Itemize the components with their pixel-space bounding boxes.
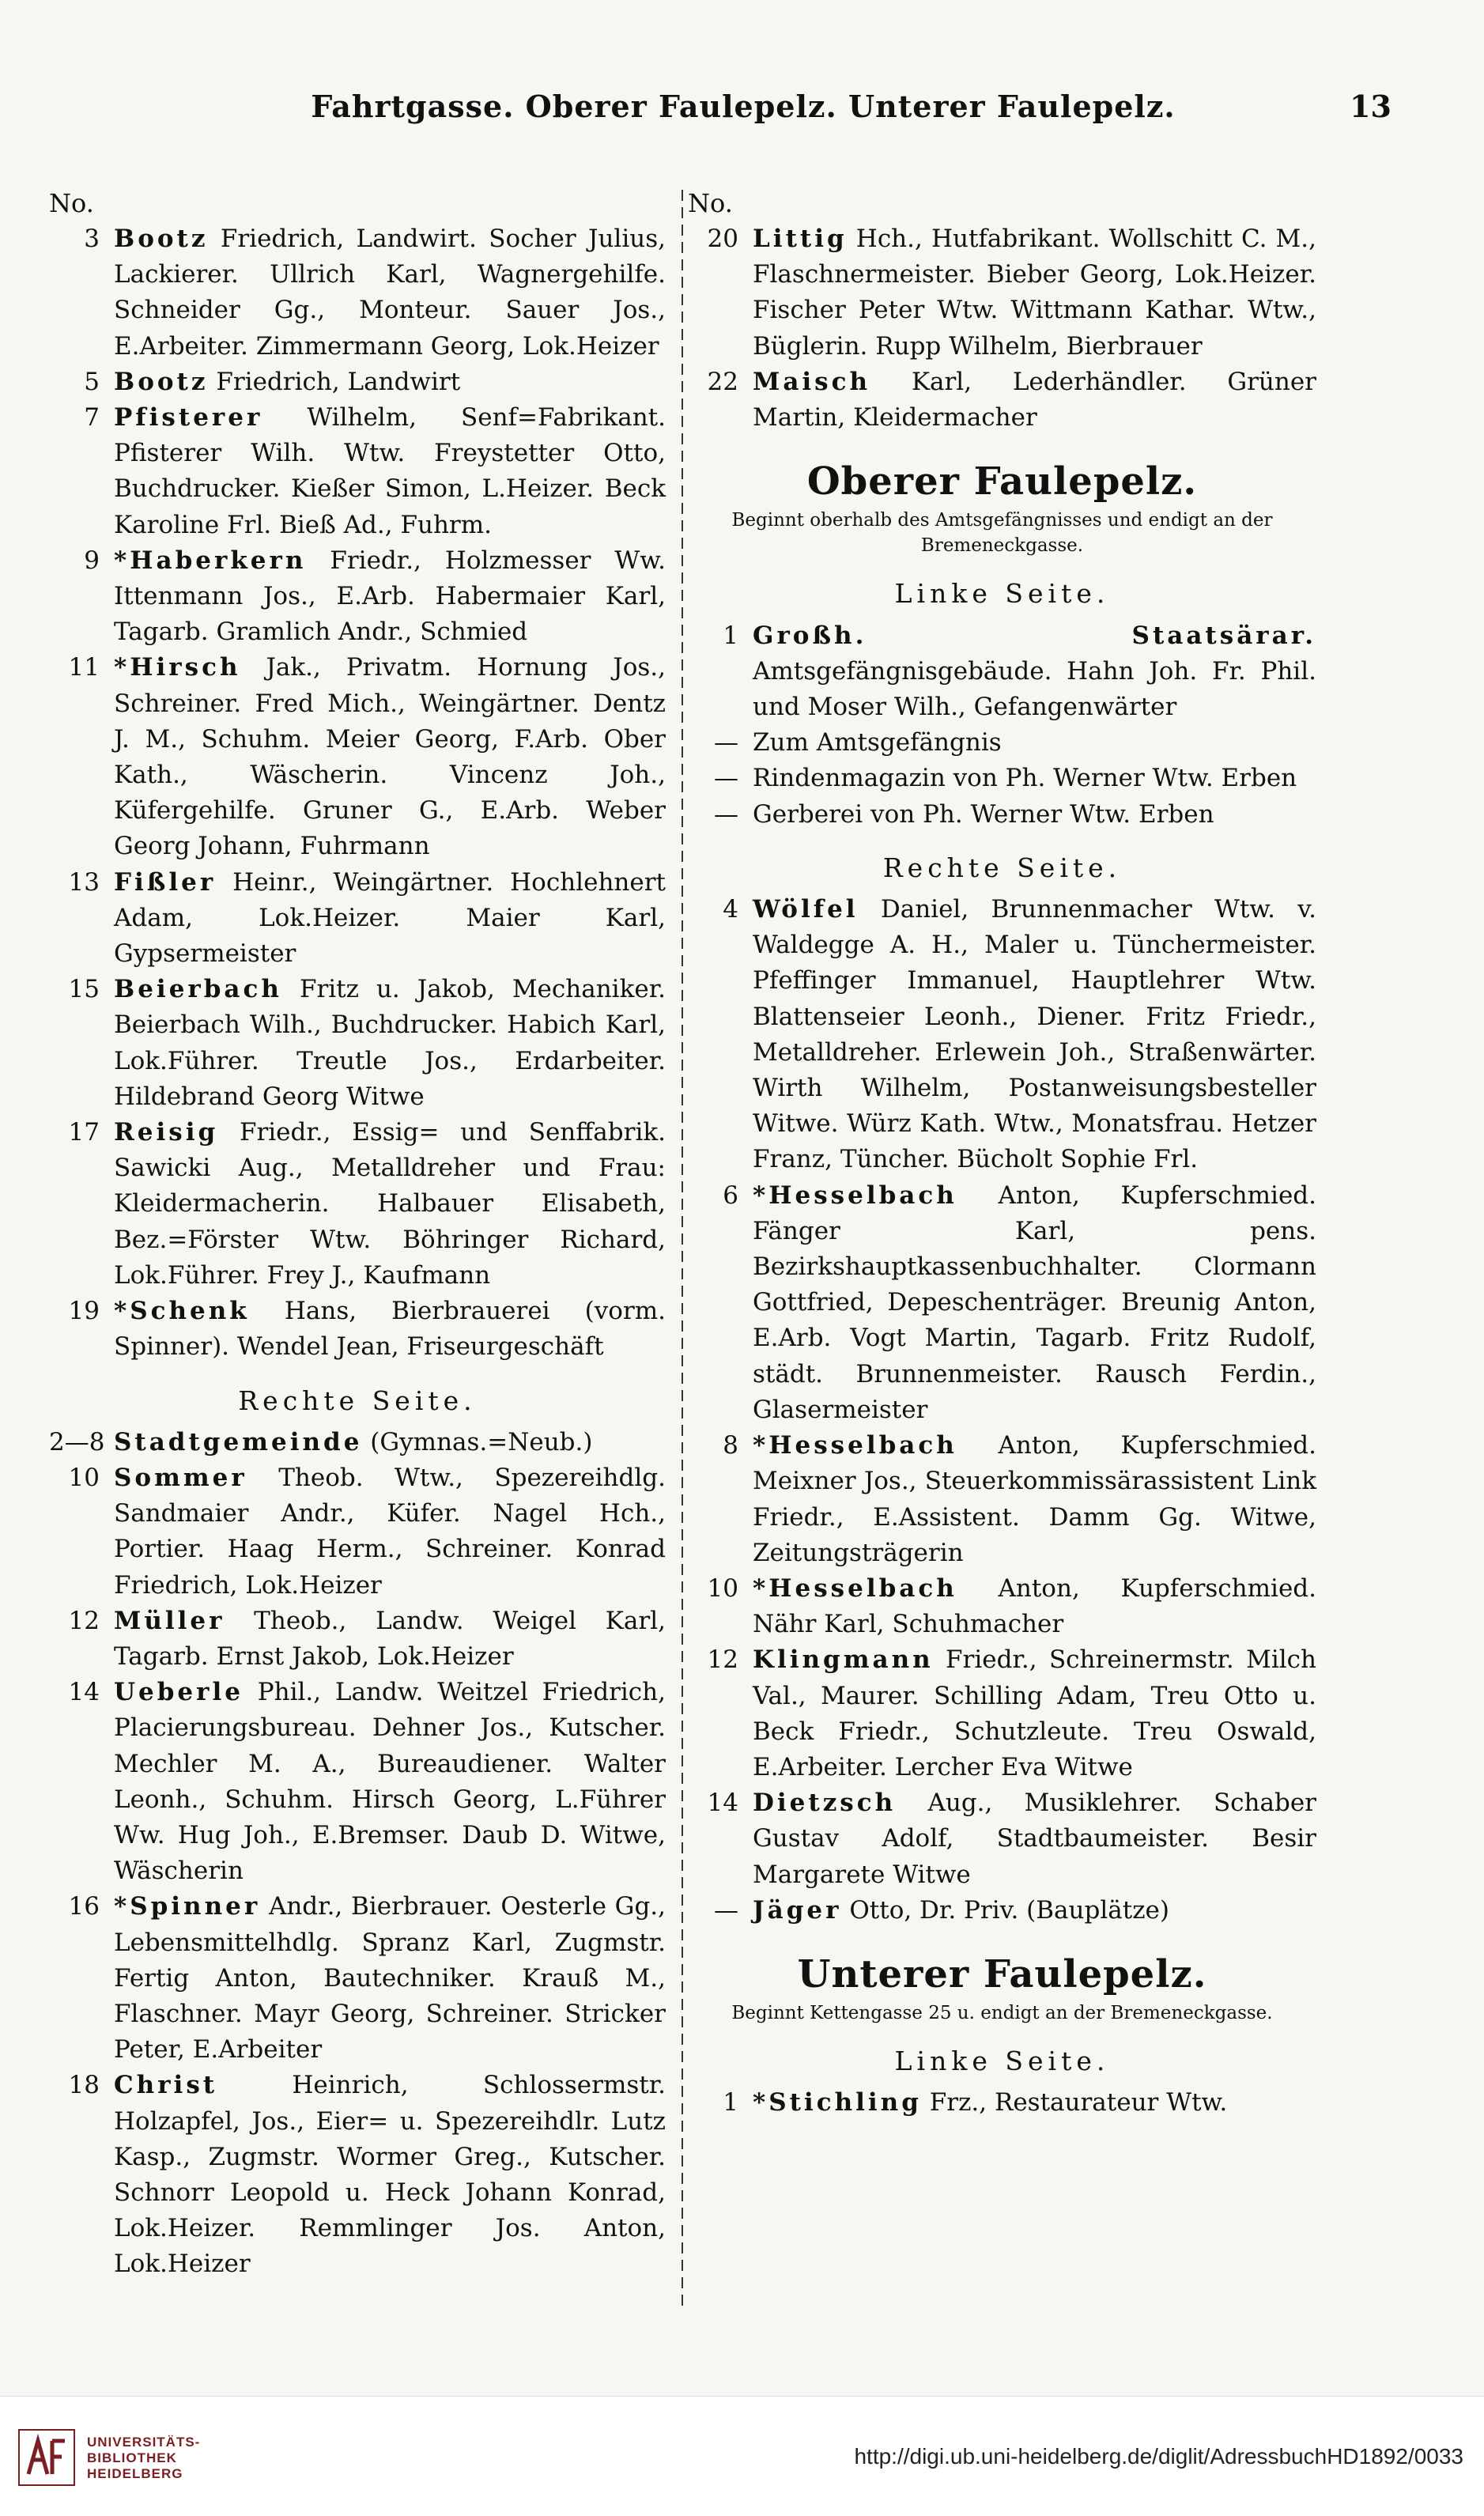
house-number: 19 (68, 1297, 100, 1326)
house-number: — (714, 764, 738, 793)
resident-details: Friedr., Schreinermstr. Milch Val., Maurer. Schilling Adam, Treu Otto u. Beck Friedr., Schutzleute. Treu Oswald, E.Arbeiter. Lercher Eva Witwe (753, 1645, 1316, 1781)
entry-list (688, 892, 1316, 1929)
entry-text (114, 543, 666, 651)
no-label: No. (688, 188, 733, 218)
header-title: Fahrtgasse. Oberer Faulepelz. Unterer Faulepelz. (311, 89, 1176, 124)
resident-details: Friedrich, Landwirt. Socher Julius, Lackierer. Ullrich Karl, Wagnergehilfe. Schneider Gg., Monteur. Sauer Jos., E.Arbeiter. Zimmermann Georg, Lok.Heizer (114, 225, 666, 361)
resident-details: Heinr., Weingärtner. Hochlehnert Adam, Lok.Heizer. Maier Karl, Gypsermeister (114, 867, 666, 969)
entry-text (753, 365, 1316, 436)
address-entry (49, 1425, 666, 1460)
entry-list (688, 618, 1316, 833)
resident-name: Wölfel (753, 895, 859, 924)
library-logo-text (87, 2435, 200, 2482)
address-entry (49, 865, 666, 973)
resident-name: *Haberkern (114, 546, 307, 575)
street-description: Beginnt oberhalb des Amtsgefängnisses und endigt an der Bremeneckgasse. (731, 510, 1273, 557)
resident-details: Friedrich, Landwirt (216, 367, 461, 396)
entry-text (753, 1785, 1316, 1893)
entry-text (114, 1675, 666, 1889)
resident-details: Wilhelm, Senf=Fabrikant. Pfisterer Wilh. Wtw. Freystetter Otto, Buchdrucker. Kießer Simon, L.Heizer. Beck Karoline Frl. Bieß Ad., Fuhrm. (114, 403, 666, 539)
house-number: 2—8 (49, 1427, 105, 1456)
entry-text (114, 1115, 666, 1294)
address-entry (688, 1893, 1316, 1929)
entry-text (114, 650, 666, 864)
entry-text (753, 1428, 1316, 1571)
house-number: 10 (68, 1463, 100, 1492)
house-number: 16 (68, 1892, 100, 1921)
resident-name: Müller (114, 1606, 225, 1635)
viewer-footer (0, 2396, 1484, 2516)
address-entry (688, 1428, 1316, 1571)
address-entry (688, 725, 1316, 761)
resident-details: Anton, Kupferschmied. Nähr Karl, Schuhmacher (753, 1573, 1316, 1639)
address-entry (49, 1294, 666, 1365)
address-entry (49, 543, 666, 651)
address-entry (49, 2068, 666, 2282)
house-number: 13 (68, 867, 100, 897)
entry-text (114, 1889, 666, 2068)
address-entry (49, 365, 666, 400)
house-number: 22 (707, 367, 738, 396)
entry-text (114, 221, 666, 365)
house-number: 8 (723, 1431, 738, 1460)
resident-name: Sommer (114, 1463, 247, 1492)
house-number: 14 (707, 1789, 738, 1818)
house-number: 20 (707, 225, 738, 253)
house-number: — (714, 1895, 738, 1925)
resident-details: Daniel, Brunnenmacher Wtw. v. Waldegge A. H., Maler u. Tünchermeister. Pfeffinger Immanuel, Hauptlehrer Wtw. Blattenseier Leonh., Diener. Fritz Friedr., Metalldreher. Erlewein Joh., Straßenwärter. Wirth Wilhelm, Postanweisungsbesteller Witwe. Würz Kath. Wtw., Monatsfrau. Hetzer Franz, Tüncher. Bücholt Sophie Frl. (753, 895, 1316, 1174)
side-heading-right: Rechte Seite. (238, 1385, 477, 1416)
resident-details: Fritz u. Jakob, Mechaniker. Beierbach Wilh., Buchdrucker. Habich Karl, Lok.Führer. Treutle Jos., Erdarbeiter. Hildebrand Georg Witwe (114, 975, 666, 1111)
address-entry (688, 892, 1316, 1178)
entry-list (49, 1425, 666, 2283)
address-entry (688, 618, 1316, 726)
resident-name: Ueberle (114, 1678, 244, 1707)
address-entry (49, 1889, 666, 2068)
street-title-unterer: Unterer Faulepelz. (797, 1951, 1207, 1997)
entry-text (753, 1571, 1316, 1642)
address-entry (49, 1460, 666, 1604)
resident-name: *Schenk (114, 1297, 250, 1326)
resident-details: Hch., Hutfabrikant. Wollschitt C. M., Flaschnermeister. Bieber Georg, Lok.Heizer. Fischer Peter Wtw. Wittmann Kathar. Wtw., Büglerin. Rupp Wilhelm, Bierbrauer (753, 225, 1316, 361)
house-number: 5 (84, 367, 100, 396)
resident-details: Zum Amtsgefängnis (753, 728, 1002, 757)
entry-text (753, 2085, 1316, 2121)
house-number: 10 (707, 1573, 738, 1603)
street-description: Beginnt Kettengasse 25 u. endigt an der Bremeneckgasse. (731, 2003, 1273, 2024)
resident-name: Klingmann (753, 1645, 934, 1675)
house-number: 12 (68, 1606, 100, 1635)
house-number: 1 (723, 621, 738, 650)
address-entry (49, 1604, 666, 1675)
resident-name: *Hesselbach (753, 1181, 957, 1210)
resident-details: Gerberei von Ph. Werner Wtw. Erben (753, 799, 1214, 829)
entry-text (753, 618, 1316, 726)
resident-name: *Hirsch (114, 653, 241, 682)
entry-text (753, 221, 1316, 365)
resident-name: Jäger (753, 1895, 842, 1925)
left-column (49, 186, 666, 2283)
street-title-oberer: Oberer Faulepelz. (806, 459, 1198, 504)
house-number: 9 (84, 546, 100, 575)
resident-details: Frz., Restaurateur Wtw. (929, 2088, 1228, 2117)
entry-text (753, 1893, 1316, 1929)
address-entry (688, 365, 1316, 436)
address-entry (49, 400, 666, 543)
resident-name: Bootz (114, 225, 209, 253)
resident-name: Beierbach (114, 975, 282, 1004)
entry-text (114, 1604, 666, 1675)
column-divider (682, 190, 683, 2309)
resident-name: Pfisterer (114, 403, 263, 433)
logo-line: BIBLIOTHEK (87, 2450, 177, 2465)
entry-list (688, 2085, 1316, 2121)
resident-details: Hans, Bierbrauerei (vorm. Spinner). Wendel Jean, Friseurgeschäft (114, 1297, 666, 1362)
entry-text (114, 365, 666, 400)
house-number: 3 (84, 225, 100, 253)
house-number: 18 (68, 2071, 100, 2100)
house-number: — (714, 799, 738, 829)
library-seal-icon (17, 2428, 76, 2487)
resident-name: *Spinner (114, 1892, 261, 1921)
entry-text (114, 1294, 666, 1365)
resident-details: Anton, Kupferschmied. Fänger Karl, pens. Bezirkshauptkassenbuchhalter. Clormann Gottfried, Depeschenträger. Breunig Anton, E.Arb. Vogt Martin, Tagarb. Fritz Rudolf, städt. Brunnenmeister. Rausch Ferdin., Glasermeister (753, 1181, 1316, 1424)
entry-text (753, 797, 1316, 833)
entry-text (753, 761, 1316, 796)
address-entry (688, 1178, 1316, 1428)
resident-details: Andr., Bierbrauer. Oesterle Gg., Lebensmittelhdlg. Spranz Karl, Zugmstr. Fertig Anton, Bautechniker. Krauß M., Flaschner. Mayr Georg, Schreiner. Stricker Peter, E.Arbeiter (114, 1892, 666, 2065)
resident-name: Dietzsch (753, 1789, 897, 1818)
logo-line: HEIDELBERG (87, 2466, 183, 2481)
resident-details: Theob., Landw. Weigel Karl, Tagarb. Ernst Jakob, Lok.Heizer (114, 1606, 666, 1671)
address-entry (688, 2085, 1316, 2121)
entry-text (753, 1642, 1316, 1785)
address-entry (688, 1642, 1316, 1785)
house-number: 15 (68, 975, 100, 1004)
resident-details: Theob. Wtw., Spezereihdlg. Sandmaier Andr., Küfer. Nagel Hch., Portier. Haag Herm., Schreiner. Konrad Friedrich, Lok.Heizer (114, 1463, 666, 1600)
resident-name: Littig (753, 225, 848, 253)
resident-name: Christ (114, 2071, 218, 2100)
entry-text (114, 972, 666, 1115)
entry-text (114, 1425, 666, 1460)
side-heading-right: Rechte Seite. (882, 852, 1122, 883)
resident-details: Friedr., Holzmesser Ww. Ittenmann Jos., E.Arb. Habermaier Karl, Tagarb. Gramlich Andr., Schmied (114, 546, 666, 647)
entry-text (114, 400, 666, 543)
side-heading-left: Linke Seite. (894, 2046, 1110, 2077)
address-entry (688, 221, 1316, 365)
address-entry (49, 221, 666, 365)
house-number: 12 (707, 1645, 738, 1675)
address-entry (688, 797, 1316, 833)
address-entry (688, 1785, 1316, 1893)
house-number: 11 (68, 653, 100, 682)
resident-name: *Hesselbach (753, 1431, 957, 1460)
entry-text (753, 892, 1316, 1178)
house-number: 14 (68, 1678, 100, 1707)
entry-text (114, 1460, 666, 1604)
page-header (71, 89, 1415, 136)
resident-name: *Hesselbach (753, 1573, 957, 1603)
house-number: 4 (723, 895, 738, 924)
resident-details: Karl, Lederhändler. Grüner Martin, Kleidermacher (753, 367, 1317, 433)
entry-text (753, 1178, 1316, 1428)
resident-details: (Gymnas.=Neub.) (370, 1427, 593, 1456)
house-number: — (714, 728, 738, 757)
resident-name: *Stichling (753, 2088, 922, 2117)
resident-details: Jak., Privatm. Hornung Jos., Schreiner. Fred Mich., Weingärtner. Dentz J. M., Schuhm. Meier Georg, F.Arb. Ober Kath., Wäscherin. Vincenz Joh., Küfergehilfe. Gruner G., E.Arb. Weber Georg Johann, Fuhrmann (114, 653, 666, 861)
entry-text (114, 2068, 666, 2282)
page-number: 13 (1350, 89, 1391, 124)
resident-details: Friedr., Essig= und Senffabrik. Sawicki Aug., Metalldreher und Frau: Kleidermacherin. Halbauer Elisabeth, Bez.=Förster Wtw. Böhringer Richard, Lok.Führer. Frey J., Kaufmann (114, 1118, 666, 1290)
resident-details: Phil., Landw. Weitzel Friedrich, Placierungsbureau. Dehner Jos., Kutscher. Mechler M. A., Bureaudiener. Walter Leonh., Schuhm. Hirsch Georg, L.Führer Ww. Hug Joh., E.Bremser. Daub D. Witwe, Wäscherin (114, 1678, 666, 1886)
entry-list (49, 221, 666, 1366)
address-entry (688, 1571, 1316, 1642)
address-entry (49, 972, 666, 1115)
right-column (688, 186, 1316, 2121)
entry-text (114, 865, 666, 973)
resident-details: Otto, Dr. Priv. (Bauplätze) (849, 1895, 1169, 1925)
address-entry (49, 650, 666, 864)
resident-name: Maisch (753, 367, 871, 396)
entry-list (688, 221, 1316, 436)
house-number: 1 (723, 2088, 738, 2117)
resident-name: Großh. Staatsärar. (753, 621, 1316, 650)
resident-name: Stadtgemeinde (114, 1427, 363, 1456)
resident-details: Anton, Kupferschmied. Meixner Jos., Steuerkommissärassistent Link Friedr., E.Assistent. Damm Gg. Witwe, Zeitungsträgerin (753, 1431, 1316, 1567)
permalink-url[interactable]: http://digi.ub.uni-heidelberg.de/diglit/AdressbuchHD1892/0033 (854, 2444, 1463, 2469)
address-entry (49, 1115, 666, 1294)
resident-details: Rindenmagazin von Ph. Werner Wtw. Erben (753, 764, 1297, 793)
resident-details: Amtsgefängnisgebäude. Hahn Joh. Fr. Phil. und Moser Wilh., Gefangenwärter (753, 656, 1316, 722)
house-number: 17 (68, 1118, 100, 1147)
resident-name: Fißler (114, 867, 217, 897)
logo-line: UNIVERSITÄTS- (87, 2435, 201, 2450)
address-entry (49, 1675, 666, 1889)
resident-name: Bootz (114, 367, 209, 396)
side-heading-left: Linke Seite. (894, 578, 1110, 610)
no-label: No. (49, 188, 94, 218)
resident-details: Heinrich, Schlossermstr. Holzapfel, Jos., Eier= u. Spezereihdlr. Lutz Kasp., Zugmstr. Wormer Greg., Kutscher. Schnorr Leopold u. Heck Johann Konrad, Lok.Heizer. Remmlinger Jos. Anton, Lok.Heizer (114, 2071, 666, 2279)
entry-text (753, 725, 1316, 761)
house-number: 6 (723, 1181, 738, 1210)
house-number: 7 (84, 403, 100, 433)
address-entry (688, 761, 1316, 796)
resident-details: Aug., Musiklehrer. Schaber Gustav Adolf, Stadtbaumeister. Besir Margarete Witwe (753, 1789, 1316, 1889)
resident-name: Reisig (114, 1118, 219, 1147)
